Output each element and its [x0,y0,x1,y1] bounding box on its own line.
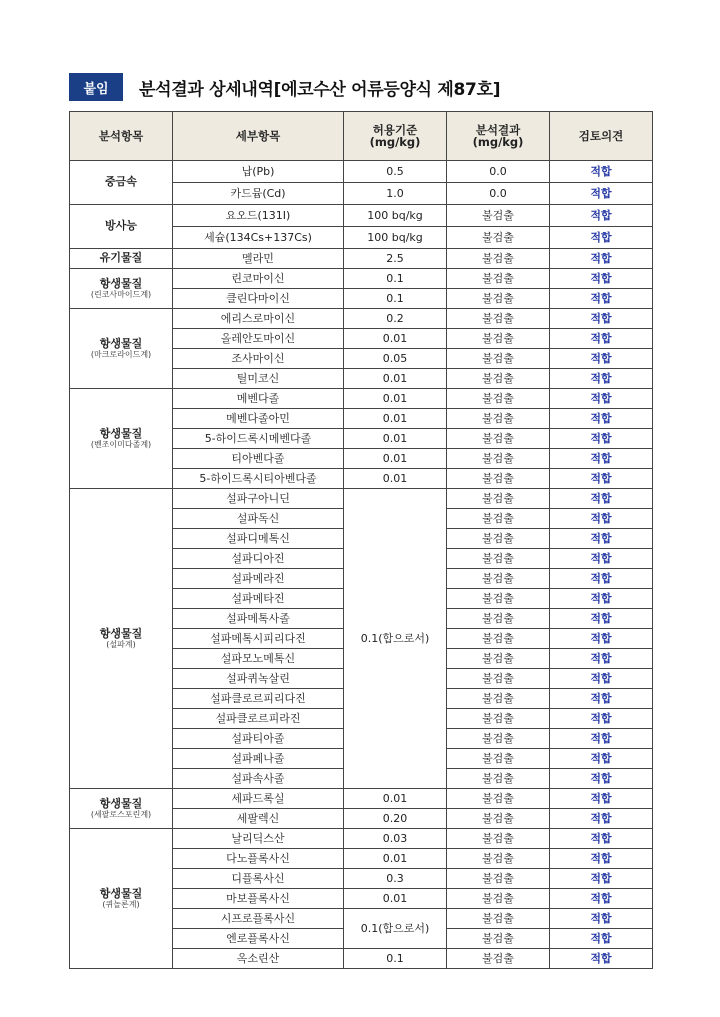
detail-item-cell: 틸미코신 [173,369,344,389]
category-subtype: (퀴놀론계) [102,899,140,909]
detail-item-cell: 에리스로마이신 [173,309,344,329]
result-cell: 불검출 [447,929,550,949]
category-cell [70,205,173,249]
analysis-result-table [69,111,653,969]
detail-item-cell: 조사마이신 [173,349,344,369]
category-cell [70,389,173,489]
result-cell: 불검출 [447,269,550,289]
detail-item-cell: 올레안도마이신 [173,329,344,349]
category-subtype: (마크로라이드계) [90,349,152,359]
opinion-cell: 적합 [550,329,653,349]
category-cell [70,309,173,389]
limit-cell: 0.5 [344,161,447,183]
limit-cell: 1.0 [344,183,447,205]
column-header-limit: 허용기준 (mg/kg) [344,112,447,161]
detail-item-cell: 설파독신 [173,509,344,529]
limit-cell: 0.01 [344,469,447,489]
opinion-cell: 적합 [550,469,653,489]
opinion-cell: 적합 [550,649,653,669]
detail-item-cell: 세팔렉신 [173,809,344,829]
opinion-cell: 적합 [550,749,653,769]
category-cell [70,269,173,309]
opinion-cell: 적합 [550,449,653,469]
detail-item-cell: 설파구아니딘 [173,489,344,509]
detail-item-cell: 설파메라진 [173,569,344,589]
detail-item-cell: 다노플록사신 [173,849,344,869]
limit-cell: 0.1(합으로서) [344,909,447,949]
table-row [70,789,653,809]
category-name: 유기물질 [99,251,143,265]
detail-item-cell: 클린다마이신 [173,289,344,309]
opinion-cell: 적합 [550,849,653,869]
limit-cell: 0.01 [344,369,447,389]
opinion-cell: 적합 [550,389,653,409]
limit-cell: 0.1 [344,949,447,969]
table-header-row [70,112,653,161]
table-row [70,309,653,329]
limit-cell: 100 bq/kg [344,227,447,249]
result-cell: 불검출 [447,889,550,909]
limit-cell: 0.01 [344,429,447,449]
table-row [70,489,653,509]
opinion-cell: 적합 [550,489,653,509]
opinion-cell: 적합 [550,589,653,609]
category-cell [70,161,173,205]
detail-item-cell: 설파티아졸 [173,729,344,749]
detail-item-cell: 세슘(134Cs+137Cs) [173,227,344,249]
limit-cell: 0.01 [344,329,447,349]
opinion-cell: 적합 [550,509,653,529]
opinion-cell: 적합 [550,629,653,649]
limit-cell: 0.01 [344,389,447,409]
opinion-cell: 적합 [550,429,653,449]
limit-cell: 0.1(합으로서) [344,489,447,789]
result-cell: 불검출 [447,369,550,389]
opinion-cell: 적합 [550,409,653,429]
category-name: 방사능 [105,219,137,233]
opinion-cell: 적합 [550,909,653,929]
detail-item-cell: 설파메톡사졸 [173,609,344,629]
detail-item-cell: 시프로플록사신 [173,909,344,929]
opinion-cell: 적합 [550,569,653,589]
detail-item-cell: 설파디메톡신 [173,529,344,549]
limit-cell: 0.2 [344,309,447,329]
result-cell: 불검출 [447,849,550,869]
result-cell: 불검출 [447,909,550,929]
opinion-cell: 적합 [550,349,653,369]
detail-item-cell: 요오드(131I) [173,205,344,227]
opinion-cell: 적합 [550,309,653,329]
detail-item-cell: 카드뮴(Cd) [173,183,344,205]
detail-item-cell: 설파클로르피리다진 [173,689,344,709]
category-name: 중금속 [105,175,137,189]
detail-item-cell: 린코마이신 [173,269,344,289]
result-cell: 0.0 [447,161,550,183]
opinion-cell: 적합 [550,269,653,289]
result-cell: 불검출 [447,749,550,769]
detail-item-cell: 설파모노메톡신 [173,649,344,669]
category-name: 항생물질 [99,797,143,811]
result-cell: 불검출 [447,609,550,629]
category-name: 항생물질 [99,627,143,641]
detail-item-cell: 디플록사신 [173,869,344,889]
result-cell: 불검출 [447,489,550,509]
result-cell: 불검출 [447,349,550,369]
result-cell: 불검출 [447,389,550,409]
result-cell: 불검출 [447,329,550,349]
result-cell: 불검출 [447,829,550,849]
category-subtype: (세팔로스포린계) [90,809,152,819]
detail-item-cell: 설파페나졸 [173,749,344,769]
opinion-cell: 적합 [550,369,653,389]
result-cell: 불검출 [447,709,550,729]
result-cell: 불검출 [447,869,550,889]
opinion-cell: 적합 [550,529,653,549]
column-header-opinion: 검토의견 [550,112,653,161]
opinion-cell: 적합 [550,689,653,709]
detail-item-cell: 설파메타진 [173,589,344,609]
result-cell: 불검출 [447,729,550,749]
result-cell: 불검출 [447,669,550,689]
detail-item-cell: 5-하이드록시메벤다졸 [173,429,344,449]
detail-item-cell: 메벤다졸 [173,389,344,409]
limit-cell: 0.1 [344,269,447,289]
detail-item-cell: 엔로플록사신 [173,929,344,949]
opinion-cell: 적합 [550,609,653,629]
result-cell: 불검출 [447,769,550,789]
result-cell: 불검출 [447,429,550,449]
table-row [70,269,653,289]
result-cell: 불검출 [447,529,550,549]
result-cell: 불검출 [447,469,550,489]
detail-item-cell: 멜라민 [173,249,344,269]
limit-cell: 0.01 [344,409,447,429]
result-cell: 불검출 [447,289,550,309]
detail-item-cell: 설파디아진 [173,549,344,569]
opinion-cell: 적합 [550,789,653,809]
table-row [70,829,653,849]
table-row [70,205,653,227]
category-name: 항생물질 [99,277,143,291]
result-cell: 불검출 [447,309,550,329]
category-cell [70,829,173,969]
detail-item-cell: 메벤다졸아민 [173,409,344,429]
limit-cell: 0.03 [344,829,447,849]
limit-cell: 0.20 [344,809,447,829]
result-cell: 불검출 [447,549,550,569]
category-subtype: (벤조이미다졸계) [90,439,152,449]
result-cell: 불검출 [447,789,550,809]
limit-cell: 0.01 [344,849,447,869]
category-cell [70,249,173,269]
detail-item-cell: 5-하이드록시티아벤다졸 [173,469,344,489]
result-cell: 불검출 [447,249,550,269]
opinion-cell: 적합 [550,709,653,729]
opinion-cell: 적합 [550,729,653,749]
opinion-cell: 적합 [550,205,653,227]
table-body [70,161,653,969]
category-subtype: (설파계) [106,639,136,649]
result-cell: 불검출 [447,629,550,649]
opinion-cell: 적합 [550,161,653,183]
detail-item-cell: 세파드록실 [173,789,344,809]
detail-item-cell: 설파클로르피라진 [173,709,344,729]
category-cell [70,789,173,829]
category-name: 항생물질 [99,887,143,901]
category-subtype: (린코사마이드계) [90,289,152,299]
opinion-cell: 적합 [550,889,653,909]
detail-item-cell: 납(Pb) [173,161,344,183]
opinion-cell: 적합 [550,809,653,829]
result-cell: 불검출 [447,509,550,529]
opinion-cell: 적합 [550,829,653,849]
limit-cell: 0.01 [344,789,447,809]
detail-item-cell: 설파속사졸 [173,769,344,789]
opinion-cell: 적합 [550,949,653,969]
detail-item-cell: 설파퀴녹살린 [173,669,344,689]
result-cell: 불검출 [447,227,550,249]
detail-item-cell: 옥소린산 [173,949,344,969]
limit-cell: 0.3 [344,869,447,889]
limit-cell: 0.01 [344,889,447,909]
result-cell: 불검출 [447,569,550,589]
document-heading [69,72,500,102]
opinion-cell: 적합 [550,869,653,889]
limit-cell: 0.01 [344,449,447,469]
opinion-cell: 적합 [550,183,653,205]
result-cell: 불검출 [447,409,550,429]
detail-item-cell: 마보플록사신 [173,889,344,909]
table-row [70,161,653,183]
category-name: 항생물질 [99,337,143,351]
limit-cell: 0.1 [344,289,447,309]
category-name: 항생물질 [99,427,143,441]
opinion-cell: 적합 [550,669,653,689]
attachment-badge: 붙임 [69,73,123,101]
limit-cell: 2.5 [344,249,447,269]
opinion-cell: 적합 [550,549,653,569]
column-header-detail-item: 세부항목 [173,112,344,161]
table-row [70,249,653,269]
result-cell: 불검출 [447,589,550,609]
detail-item-cell: 티아벤다졸 [173,449,344,469]
limit-cell: 100 bq/kg [344,205,447,227]
column-header-result: 분석결과 (mg/kg) [447,112,550,161]
opinion-cell: 적합 [550,249,653,269]
detail-item-cell: 설파메톡시피리다진 [173,629,344,649]
result-cell: 불검출 [447,809,550,829]
opinion-cell: 적합 [550,227,653,249]
category-cell [70,489,173,789]
detail-item-cell: 날리딕스산 [173,829,344,849]
limit-cell: 0.05 [344,349,447,369]
result-cell: 0.0 [447,183,550,205]
opinion-cell: 적합 [550,289,653,309]
table-row [70,389,653,409]
result-cell: 불검출 [447,205,550,227]
opinion-cell: 적합 [550,929,653,949]
result-cell: 불검출 [447,689,550,709]
result-cell: 불검출 [447,949,550,969]
result-cell: 불검출 [447,449,550,469]
column-header-analysis-item: 분석항목 [70,112,173,161]
result-cell: 불검출 [447,649,550,669]
page-title: 분석결과 상세내역[에코수산 어류등양식 제87호] [139,79,501,100]
opinion-cell: 적합 [550,769,653,789]
